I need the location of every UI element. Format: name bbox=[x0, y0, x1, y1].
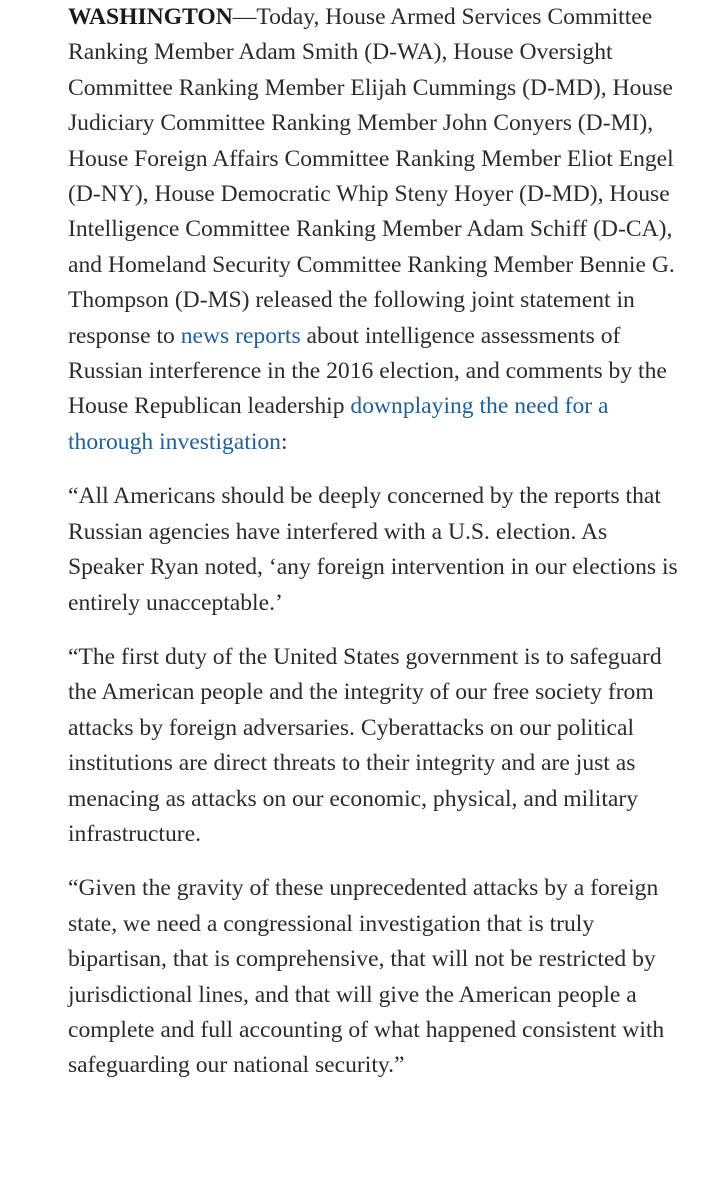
intro-text-1: —Today, House Armed Services Committee Ranking Member Adam Smith (D-WA), House Oversight Committee Ranking Member Elijah Cummings (D-MD), House Judiciary Committee Ranking Member John Conyers (D-MI), House Foreign Affairs Committee Ranking Member Eliot Engel (D-NY), House Democratic Whip Steny Hoyer (D-MD), House Intelligence Committee Ranking Member Adam Schiff (D-CA), and Homeland Security Committee Ranking Member Bennie G. Thompson (D-MS) released the following joint statement in response to bbox=[68, 4, 675, 349]
intro-paragraph bbox=[68, 0, 684, 460]
news-reports-link[interactable]: news reports bbox=[180, 322, 301, 349]
intro-text-2: about intelligence assessments of Russian interference in the 2016 election, and comments by the House Republican leadership bbox=[68, 322, 667, 420]
downplaying-investigation-link[interactable]: downplaying the need for a thorough investigation bbox=[68, 393, 609, 455]
statement-paragraph-3: “Given the gravity of these unprecedented attacks by a foreign state, we need a congressional investigation that is truly bipartisan, that is comprehensive, that will not be restricted by jurisdictional lines, and that will give the American people a complete and full accounting of what happened consistent with safeguarding our national security.” bbox=[68, 875, 665, 1079]
dateline: WASHINGTON bbox=[68, 4, 233, 30]
intro-text-end: : bbox=[280, 428, 288, 455]
statement-paragraph-1: “All Americans should be deeply concerned by the reports that Russian agencies have interfered with a U.S. election. As Speaker Ryan noted, ‘any foreign intervention in our elections is entirely unacceptable.’ bbox=[68, 483, 678, 616]
statement-paragraph-2: “The first duty of the United States government is to safeguard the American people and the integrity of our free society from attacks by foreign adversaries. Cyberattacks on our political institutions are direct threats to their integrity and are just as menacing as attacks on our economic, physical, and military infrastructure. bbox=[68, 643, 662, 847]
